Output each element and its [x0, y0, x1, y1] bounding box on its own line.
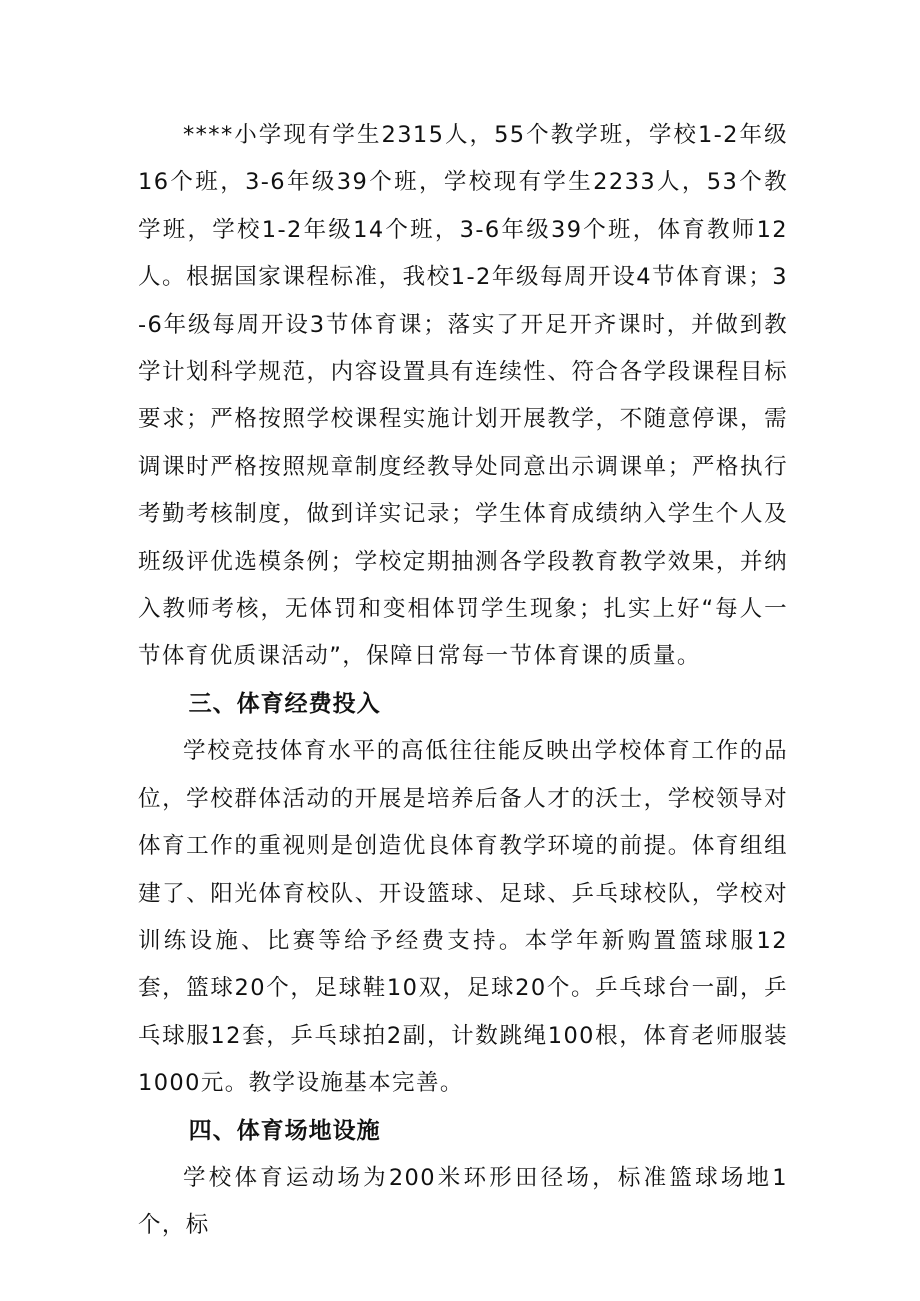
- paragraph-school-overview: ****小学现有学生2315人，55个教学班，学校1-2年级16个班，3-6年级39个班，学校现有学生2233人，53个教学班，学校1-2年级14个班，3-6年级39个班，体育教师12人。根据国家课程标准，我校1-2年级每周开设4节体育课；3-6年级每周开设3节体育课；落实了开足开齐课时，并做到教学计划科学规范，内容设置具有连续性、符合各学段课程目标要求；严格按照学校课程实施计划开展教学，不随意停课，需调课时严格按照规章制度经教导处同意出示调课单；严格执行考勤考核制度，做到详实记录；学生体育成绩纳入学生个人及班级评优选模条例；学校定期抽测各学段教育教学效果，并纳入教师考核，无体罚和变相体罚学生现象；扎实上好“每人一节体育优质课活动”，保障日常每一节体育课的质量。: [138, 122, 788, 670]
- paragraph-facilities: 学校体育运动场为200米环形田径场，标准篮球场地1个，标: [138, 1164, 788, 1239]
- document-body: [138, 112, 788, 1250]
- section-heading-facilities: 四、体育场地设施: [188, 1117, 381, 1144]
- section-heading-funding: 三、体育经费投入: [188, 690, 381, 717]
- paragraph-funding: 学校竞技体育水平的高低往往能反映出学校体育工作的品位，学校群体活动的开展是培养后备人才的沃士，学校领导对体育工作的重视则是创造优良体育教学环境的前提。体育组组建了、阳光体育校队、开设篮球、足球、乒乓球校队，学校对训练设施、比赛等给予经费支持。本学年新购置篮球服12套，篮球20个，足球鞋10双，足球20个。乒乓球台一副，乒乓球服12套，乒乓球拍2副，计数跳绳100根，体育老师服装1000元。教学设施基本完善。: [138, 738, 788, 1097]
